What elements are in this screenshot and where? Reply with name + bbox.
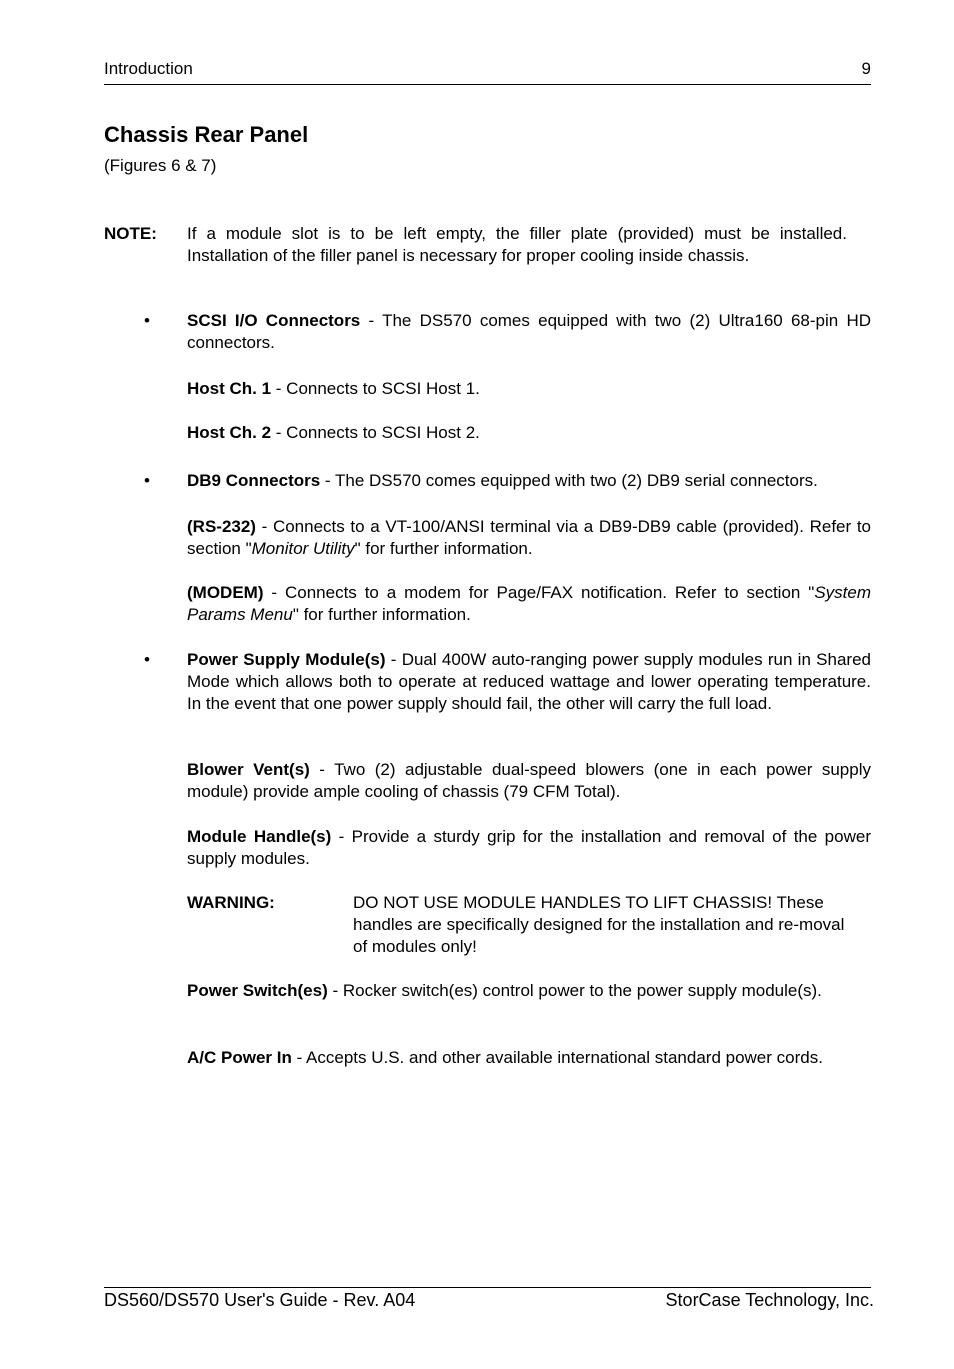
page-footer (104, 1287, 874, 1318)
blower-paragraph: Blower Vent(s) - Two (2) adjustable dual-speed blowers (one in each power supply module) provide ample cooling of chassis (79 CFM Total). (187, 760, 871, 801)
bullet-db9: • (144, 471, 150, 490)
page-number: 9 (861, 59, 871, 78)
bullet-scsi: • (144, 311, 150, 330)
note-label: NOTE: (104, 224, 157, 243)
handle-paragraph: Module Handle(s) - Provide a sturdy grip for the installation and removal of the power supply modules. (187, 827, 871, 868)
acpower-paragraph: A/C Power In - Accepts U.S. and other available international standard power cords. (187, 1048, 823, 1067)
header-section: Introduction (104, 59, 193, 78)
warning-text: DO NOT USE MODULE HANDLES TO LIFT CHASSIS! These handles are specifically designed for the installation and re-moval of modules only! (353, 893, 845, 956)
host2-paragraph: Host Ch. 2 - Connects to SCSI Host 2. (187, 423, 480, 442)
rs232-paragraph: (RS-232) - Connects to a VT-100/ANSI terminal via a DB9-DB9 cable (provided). Refer to section "Monitor Utility" for further information. (187, 517, 871, 558)
db9-paragraph: DB9 Connectors - The DS570 comes equipped with two (2) DB9 serial connectors. (187, 471, 818, 490)
section-heading: Chassis Rear Panel (104, 122, 309, 147)
footer-company: StorCase Technology, Inc. (665, 1290, 874, 1310)
section-subtitle: (Figures 6 & 7) (104, 156, 217, 175)
psu-paragraph: Power Supply Module(s) - Dual 400W auto-ranging power supply modules run in Shared Mode which allows both to operate at reduced wattage and lower operating temperature. In the event that one power supply should fail, the other will carry the full load. (187, 650, 871, 713)
warning-label: WARNING: (187, 893, 275, 912)
footer-title: DS560/DS570 User's Guide - Rev. A04 (104, 1290, 416, 1310)
bullet-psu: • (144, 650, 150, 669)
switch-paragraph: Power Switch(es) - Rocker switch(es) control power to the power supply module(s). (187, 981, 822, 1000)
modem-paragraph: (MODEM) - Connects to a modem for Page/FAX notification. Refer to section "System Params Menu" for further information. (187, 583, 871, 624)
scsi-paragraph: SCSI I/O Connectors - The DS570 comes equipped with two (2) Ultra160 68-pin HD connectors. (187, 311, 871, 352)
host1-paragraph: Host Ch. 1 - Connects to SCSI Host 1. (187, 379, 480, 398)
page-header (104, 58, 871, 85)
note-text: If a module slot is to be left empty, the filler plate (provided) must be installed. Installation of the filler panel is necessary for proper cooling inside chassis. (187, 224, 847, 265)
